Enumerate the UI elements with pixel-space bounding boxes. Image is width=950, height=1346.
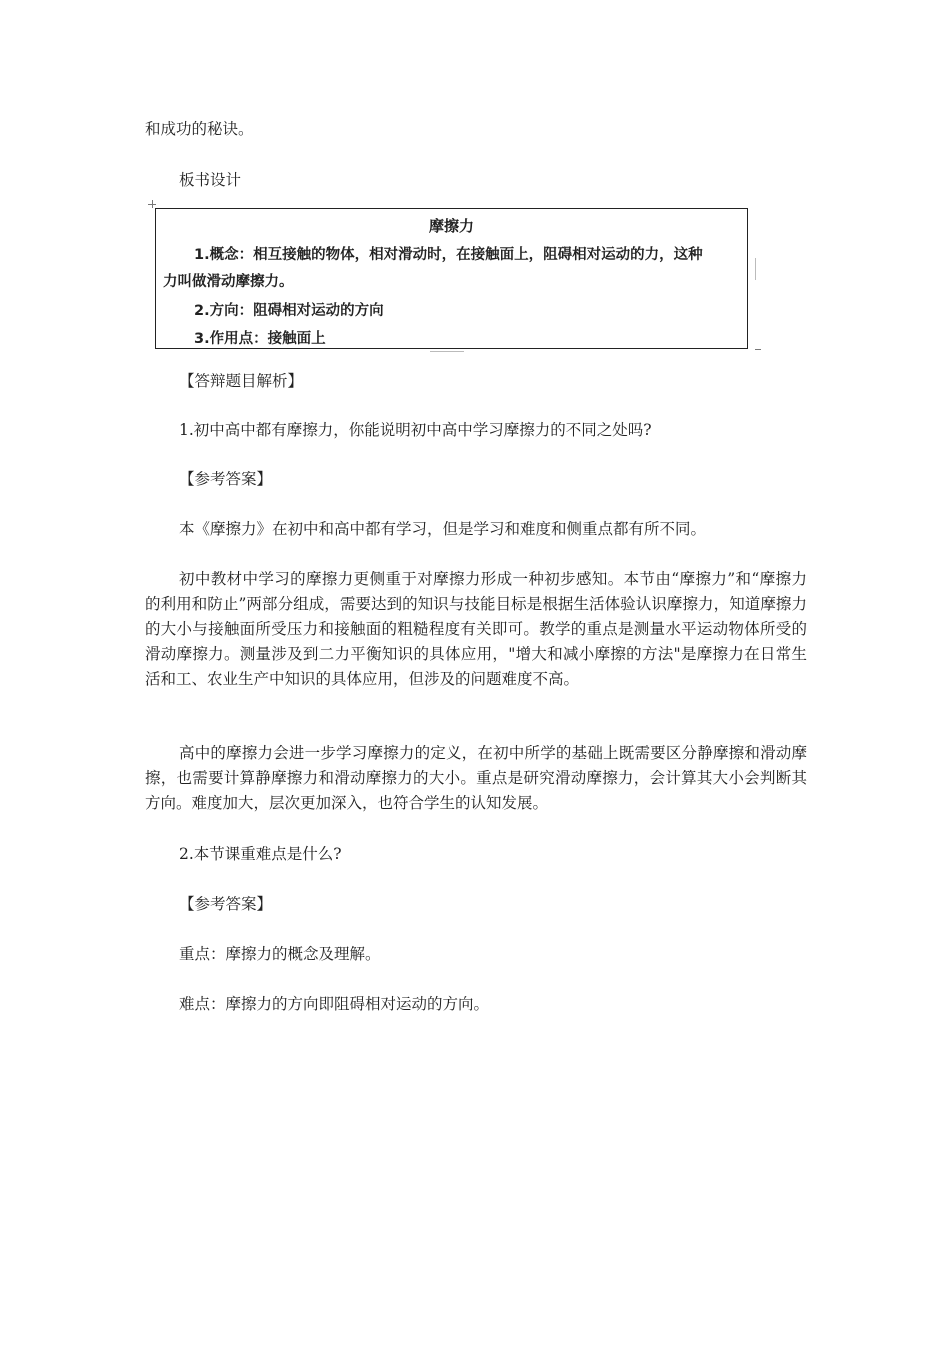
reference-answer-heading-2: 【参考答案】 [179,895,273,913]
corner-mark [755,349,761,350]
board-design-heading: 板书设计 [179,171,242,189]
board-title: 摩擦力 [428,217,474,235]
analysis-heading: 【答辩题目解析】 [179,372,304,390]
board-item-point: 3.作用点：接触面上 [194,331,326,347]
question-2: 2.本节课重难点是什么? [179,845,342,863]
board-item-concept-line2: 力叫做滑动摩擦力。 [163,274,294,290]
question-1: 1.初中高中都有摩擦力，你能说明初中高中学习摩擦力的不同之处吗? [179,421,652,439]
board-item-concept-line1: 1.概念：相互接触的物体，相对滑动时，在接触面上，阻碍相对运动的力，这种 [194,247,703,263]
reference-answer-heading-1: 【参考答案】 [179,470,273,488]
answer-1-paragraph-1: 本《摩擦力》在初中和高中都有学习，但是学习和难度和侧重点都有所不同。 [179,520,707,538]
edge-mark [755,258,756,280]
board-design-box [155,208,748,349]
edge-mark [430,351,464,352]
continuation-text: 和成功的秘诀。 [145,120,254,138]
board-item-direction: 2.方向：阻碍相对运动的方向 [194,303,384,319]
corner-mark [152,200,153,208]
answer-1-paragraph-3: 高中的摩擦力会进一步学习摩擦力的定义，在初中所学的基础上既需要区分静摩擦和滑动摩擦，也需要计算静摩擦力和滑动摩擦力的大小。重点是研究滑动摩擦力，会计算其大小会判断其方向。难度加大，层次更加深入，也符合学生的认知发展。 [145,744,807,812]
difficult-point: 难点：摩擦力的方向即阻碍相对运动的方向。 [179,995,490,1013]
key-point: 重点：摩擦力的概念及理解。 [179,945,381,963]
answer-1-paragraph-2: 初中教材中学习的摩擦力更侧重于对摩擦力形成一种初步感知。本节由“摩擦力”和“摩擦力的利用和防止”两部分组成，需要达到的知识与技能目标是根据生活体验认识摩擦力，知道摩擦力的大小与接触面所受压力和接触面的粗糙程度有关即可。教学的重点是测量水平运动物体所受的滑动摩擦力。测量涉及到二力平衡知识的具体应用，"增大和减小摩擦的方法"是摩擦力在日常生活和工、农业生产中知识的具体应用，但涉及的问题难度不高。 [145,570,807,688]
